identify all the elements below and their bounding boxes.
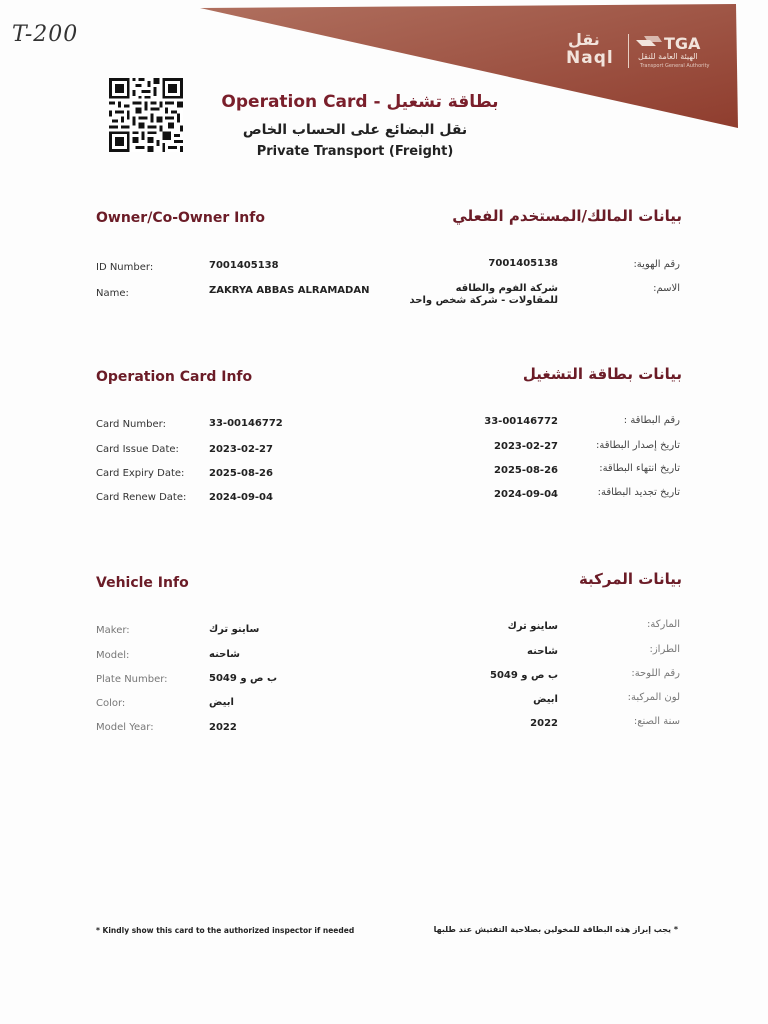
card-expiry-date-label: Card Expiry Date: bbox=[96, 468, 185, 479]
plate-number-label: Plate Number: bbox=[96, 674, 168, 685]
plate-number-value: ب ص و 5049 bbox=[209, 673, 278, 684]
maker-value-ar: ساينو ترك bbox=[507, 621, 558, 632]
name-value-ar: شركة الفوم والطاقه للمقاولات - شركة شخص واحد bbox=[409, 283, 558, 306]
subtitle-en: Private Transport (Freight) bbox=[256, 144, 454, 159]
handwritten-note: T-200 bbox=[12, 22, 79, 47]
footer-note-ar: * يجب إبراز هذه البطاقة للمخولين بصلاحية التفتيش عند طلبها bbox=[433, 925, 678, 934]
vehicle-section-heading-ar: بيانات المركبة bbox=[578, 570, 682, 588]
card-expiry-date-value: 2025-08-26 bbox=[209, 468, 273, 479]
card-expiry-date-value-ar: 2025-08-26 bbox=[494, 465, 558, 476]
vehicle-section-heading-en: Vehicle Info bbox=[96, 575, 189, 591]
logos bbox=[562, 30, 712, 74]
page-title: Operation Card - بطاقة تشغيل bbox=[221, 92, 499, 112]
color-value-ar: ابيض bbox=[533, 694, 558, 705]
id-number-label: ID Number: bbox=[96, 262, 154, 273]
card-renew-date-value: 2024-09-04 bbox=[209, 492, 273, 503]
owner-section-heading-ar: بيانات المالك/المستخدم الفعلي bbox=[452, 207, 682, 225]
color-label: Color: bbox=[96, 698, 126, 709]
model-value-ar: شاحنه bbox=[527, 646, 558, 657]
model-year-label-ar: سنة الصنع: bbox=[633, 716, 680, 727]
maker-label-ar: الماركة: bbox=[647, 619, 680, 630]
naql-logo-en: Naql bbox=[566, 48, 614, 68]
card-renew-date-label: Card Renew Date: bbox=[96, 492, 187, 503]
card-renew-date-value-ar: 2024-09-04 bbox=[494, 489, 558, 500]
maker-label: Maker: bbox=[96, 625, 130, 636]
card-issue-date-label: Card Issue Date: bbox=[96, 444, 179, 455]
card-issue-date-value: 2023-02-27 bbox=[209, 444, 273, 455]
card-number-value: 33-00146772 bbox=[209, 418, 283, 429]
tga-logo-text: TGA bbox=[664, 34, 701, 53]
model-year-value: 2022 bbox=[209, 722, 237, 733]
tga-logo-icon bbox=[636, 36, 662, 50]
logo-divider bbox=[628, 34, 629, 68]
name-value: ZAKRYA ABBAS ALRAMADAN bbox=[209, 285, 370, 296]
name-label: Name: bbox=[96, 288, 129, 299]
card-renew-date-label-ar: تاريخ تجديد البطاقة: bbox=[597, 487, 680, 498]
color-value: ابيض bbox=[209, 697, 234, 708]
id-number-label-ar: رقم الهوية: bbox=[633, 259, 680, 270]
naql-logo-ar: نقل bbox=[568, 30, 600, 49]
maker-value: ساينو ترك bbox=[209, 624, 260, 635]
id-number-value: 7001405138 bbox=[209, 260, 279, 271]
model-label: Model: bbox=[96, 650, 130, 661]
tga-logo-sub-ar: الهيئة العامة للنقل bbox=[638, 52, 698, 61]
id-number-value-ar: 7001405138 bbox=[488, 258, 558, 269]
model-year-value-ar: 2022 bbox=[530, 718, 558, 729]
card-section-heading-en: Operation Card Info bbox=[96, 369, 253, 385]
card-expiry-date-label-ar: تاريخ انتهاء البطاقة: bbox=[599, 463, 680, 474]
model-value: شاحنه bbox=[209, 649, 240, 660]
tga-logo-sub-en: Transport General Authority bbox=[640, 63, 710, 69]
plate-number-value-ar: ب ص و 5049 bbox=[489, 670, 558, 681]
owner-section-heading-en: Owner/Co-Owner Info bbox=[96, 210, 265, 226]
plate-number-label-ar: رقم اللوحة: bbox=[631, 668, 680, 679]
card-section-heading-ar: بيانات بطاقة التشغيل bbox=[522, 365, 682, 383]
card-issue-date-value-ar: 2023-02-27 bbox=[494, 441, 558, 452]
card-issue-date-label-ar: تاريخ إصدار البطاقة: bbox=[596, 440, 680, 451]
color-label-ar: لون المركبة: bbox=[627, 692, 680, 703]
card-number-label: Card Number: bbox=[96, 419, 166, 430]
name-label-ar: الاسم: bbox=[653, 283, 680, 294]
qr-code-icon bbox=[108, 78, 184, 152]
model-label-ar: الطراز: bbox=[649, 644, 680, 655]
subtitle-ar: نقل البضائع على الحساب الخاص bbox=[242, 122, 468, 138]
model-year-label: Model Year: bbox=[96, 722, 154, 733]
footer-note-en: * Kindly show this card to the authorized inspector if needed bbox=[96, 926, 355, 935]
card-number-value-ar: 33-00146772 bbox=[484, 416, 558, 427]
card-number-label-ar: رقم البطاقة : bbox=[623, 415, 680, 426]
